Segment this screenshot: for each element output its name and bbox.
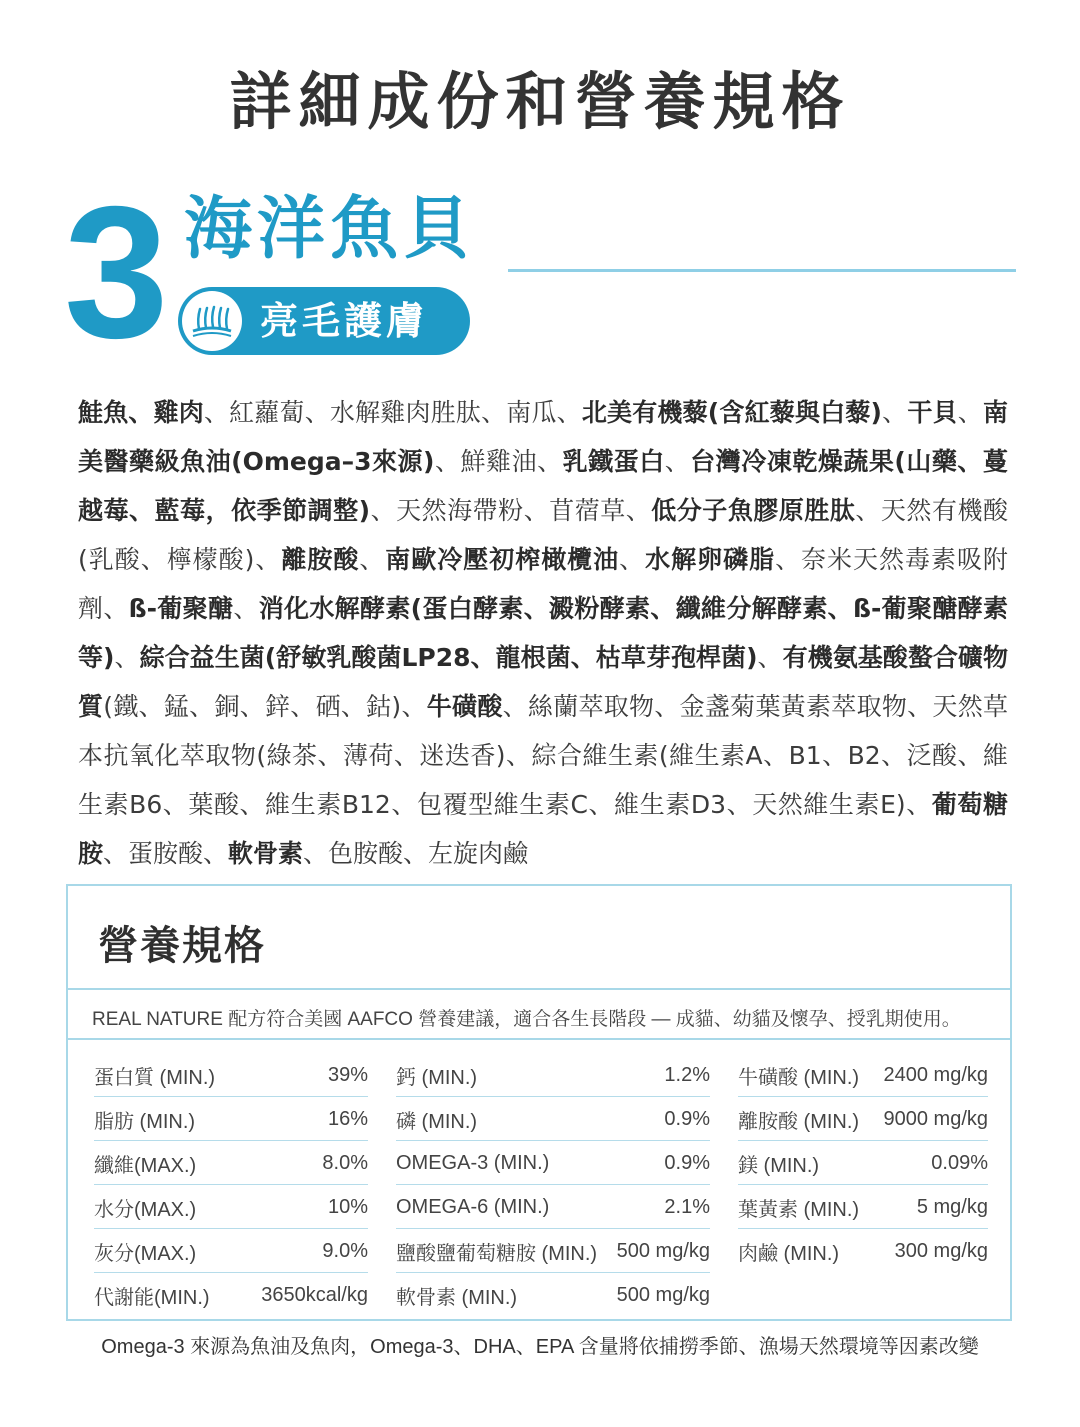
nutrient-label: 葉黃素 (MIN.) [738, 1198, 860, 1221]
nutrient-label: 軟骨素 (MIN.) [396, 1286, 518, 1309]
nutrient-value: 9000 mg/kg [883, 1107, 988, 1130]
ingredient-segment: 、鮮雞油、 [434, 447, 563, 476]
nutrient-label: 磷 (MIN.) [396, 1110, 478, 1133]
ingredient-segment: 、 [664, 447, 691, 476]
page-title: 詳細成份和營養規格 [229, 65, 851, 138]
nutrient-value: 5 mg/kg [916, 1195, 988, 1218]
nutrient-label: 蛋白質 (MIN.) [94, 1066, 216, 1089]
ingredient-segment: 、 [881, 398, 908, 427]
nutrient-label: 代謝能(MIN.) [94, 1286, 210, 1309]
ingredient-segment: 南歐冷壓初榨橄欖油 [385, 545, 620, 574]
nutrition-row [396, 1230, 710, 1273]
ingredient-segment: 有機氨基酸螯合礦物質 [78, 643, 1008, 721]
hair-skin-icon [182, 291, 242, 351]
nutrition-row [396, 1098, 710, 1141]
nutrient-label: 牛磺酸 (MIN.) [738, 1066, 860, 1089]
series-number: 3 [64, 167, 169, 377]
nutrient-label: OMEGA-6 (MIN.) [396, 1195, 550, 1218]
nutrient-label: 肉鹼 (MIN.) [738, 1242, 840, 1265]
nutrient-value: 0.9% [664, 1151, 710, 1174]
ingredient-segment: 軟骨素 [228, 839, 304, 868]
aafco-statement: REAL NATURE 配方符合美國 AAFCO 營養建議，適合各生長階段 — 成貓、幼貓及懷孕、授乳期使用。 [92, 1009, 961, 1030]
nutrient-label: 離胺酸 (MIN.) [738, 1110, 860, 1133]
spec-divider [68, 988, 1010, 990]
nutrition-row [396, 1054, 710, 1097]
ingredient-segment: 乳鐵蛋白 [562, 447, 665, 476]
nutrition-row [94, 1230, 368, 1273]
ingredient-segment: 牛磺酸 [426, 692, 503, 721]
nutrient-value: 8.0% [322, 1151, 368, 1174]
series-name: 海洋魚貝 [184, 190, 477, 269]
ingredient-segment: ß-葡聚醣 [128, 594, 234, 623]
ingredient-segment: 、奈米天然毒素吸附劑、 [78, 545, 1008, 623]
feature-pill [178, 287, 470, 355]
divider-line [508, 269, 1016, 272]
ingredient-segment: 台灣冷凍乾燥蔬果(山藥、蔓越莓、藍莓，依季節調整) [78, 447, 1008, 525]
ingredient-segment: 鮭魚 [78, 398, 129, 427]
nutrition-row [738, 1142, 988, 1185]
nutrient-label: 鈣 (MIN.) [396, 1066, 478, 1089]
ingredient-segment: 、 [114, 643, 140, 672]
nutrition-spec-box [66, 884, 1012, 1321]
nutrient-label: 鎂 (MIN.) [738, 1154, 820, 1177]
ingredient-segment: 、紅蘿蔔、水解雞肉胜肽、南瓜、 [203, 398, 582, 427]
nutrient-label: 水分(MAX.) [94, 1198, 197, 1221]
ingredient-segment: 綜合益生菌(舒敏乳酸菌LP28、龍根菌、枯草芽孢桿菌) [139, 643, 758, 672]
nutrient-value: 0.09% [931, 1151, 988, 1174]
nutrient-value: 2.1% [664, 1195, 710, 1218]
nutrient-value: 9.0% [322, 1239, 368, 1262]
nutrient-label: 灰分(MAX.) [94, 1242, 197, 1265]
ingredient-segment: (鐵、錳、銅、鋅、硒、鈷)、 [103, 692, 427, 721]
nutrition-row [738, 1230, 988, 1272]
ingredient-segment: 南美醫藥級魚油(Omega–3來源) [78, 398, 1008, 476]
ingredient-segment: 、絲蘭萃取物、金盞菊葉黃素萃取物、天然草本抗氧化萃取物(綠茶、薄荷、迷迭香)、綜合維生素(維生素A、B1、B2、泛酸、維生素B6、葉酸、維生素B12、包覆型維生素C、維生素D3、天然維生素E)、 [78, 692, 1008, 819]
ingredient-segment: 干貝 [907, 398, 958, 427]
nutrient-value: 3650kcal/kg [261, 1283, 368, 1306]
nutrition-row [738, 1054, 988, 1097]
ingredient-segment: 北美有機藜(含紅藜與白藜) [581, 398, 882, 427]
feature-label: 亮毛護膚 [260, 299, 429, 343]
ingredients-list [78, 388, 1008, 878]
nutrition-row [94, 1274, 368, 1316]
ingredient-segment: 、天然有機酸(乳酸、檸檬酸)、 [78, 496, 1008, 574]
nutrition-title: 營養規格 [98, 923, 266, 969]
nutrient-value: 10% [327, 1195, 368, 1218]
nutrition-row [396, 1274, 710, 1316]
ingredient-segment: 、 [619, 545, 646, 574]
nutrition-row [94, 1142, 368, 1185]
ingredient-segment: 消化水解酵素(蛋白酵素、澱粉酵素、纖維分解酵素、ß-葡聚醣酵素等) [78, 594, 1008, 672]
ingredient-segment: 、 [957, 398, 983, 427]
nutrient-value: 39% [327, 1063, 368, 1086]
nutrient-value: 1.2% [664, 1063, 710, 1086]
nutrient-label: 纖維(MAX.) [94, 1154, 197, 1177]
ingredient-segment: 、 [233, 594, 259, 623]
nutrient-value: 2400 mg/kg [883, 1063, 988, 1086]
nutrition-row [738, 1098, 988, 1141]
ingredient-segment: 、色胺酸、左旋肉鹼 [303, 839, 529, 868]
nutrition-row [396, 1142, 710, 1185]
spec-divider [68, 1038, 1010, 1040]
nutrient-label: OMEGA-3 (MIN.) [396, 1151, 550, 1174]
nutrient-value: 0.9% [664, 1107, 710, 1130]
nutrient-value: 16% [327, 1107, 368, 1130]
nutrition-row [94, 1098, 368, 1141]
nutrition-column-1 [94, 1054, 368, 1317]
ingredient-segment: 、蛋胺酸、 [103, 839, 229, 868]
nutrition-column-2 [396, 1054, 710, 1317]
ingredient-segment: 離胺酸 [281, 545, 360, 574]
nutrition-column-3 [738, 1054, 988, 1273]
nutrient-label: 脂肪 (MIN.) [94, 1110, 196, 1133]
nutrition-row [396, 1186, 710, 1229]
ingredient-segment: 、 [359, 545, 386, 574]
ingredient-segment: 水解卵磷脂 [645, 545, 776, 574]
ingredient-segment: 低分子魚膠原胜肽 [651, 496, 856, 525]
nutrient-label: 鹽酸鹽葡萄糖胺 (MIN.) [396, 1242, 598, 1265]
nutrient-value: 500 mg/kg [616, 1239, 710, 1262]
ingredient-segment: 、 [757, 643, 783, 672]
nutrition-row [738, 1186, 988, 1229]
ingredient-segment: 、 [128, 398, 154, 427]
nutrient-value: 500 mg/kg [616, 1283, 710, 1306]
footnote: Omega-3 來源為魚油及魚肉，Omega-3、DHA、EPA 含量將依捕撈季節、漁場天然環境等因素改變 [101, 1336, 979, 1358]
nutrient-value: 300 mg/kg [894, 1239, 988, 1262]
ingredient-segment: 、天然海帶粉、苜蓿草、 [370, 496, 652, 525]
nutrition-row [94, 1186, 368, 1229]
ingredient-segment: 雞肉 [153, 398, 204, 427]
ingredient-segment: 葡萄糖胺 [78, 790, 1008, 868]
nutrition-row [94, 1054, 368, 1097]
